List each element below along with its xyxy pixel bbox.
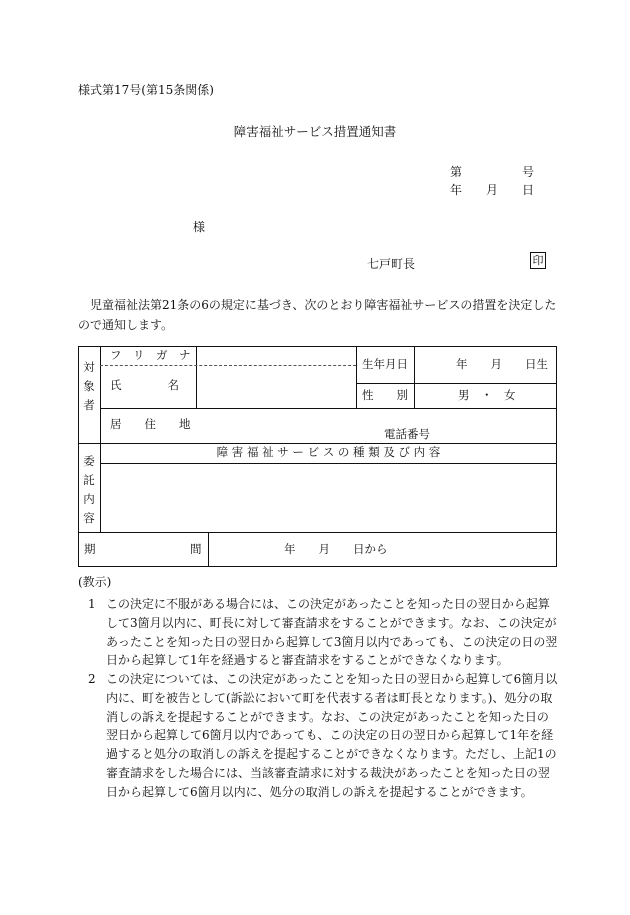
table-rule <box>78 443 557 444</box>
service-header: 障 害 福 祉 サ ー ビ ス の 種 類 及 び 内 容 <box>216 445 441 459</box>
table-rule <box>356 383 557 384</box>
birthdate-label: 生年月日 <box>362 357 408 371</box>
note-number: 1 <box>88 597 96 611</box>
birthdate-value: 年 月 日生 <box>456 357 548 371</box>
addressee-suffix: 様 <box>193 220 206 234</box>
period-label: 期 <box>84 542 96 556</box>
intro-paragraph: 児童福祉法第21条の6の規定に基づき、次のとおり障害福祉サービスの措置を決定したので通知します。 <box>78 298 557 332</box>
table-rule <box>78 532 557 533</box>
consign-label: 委託内容 <box>83 454 95 525</box>
note-number: 2 <box>88 672 96 686</box>
period-value: 年 月 日から <box>284 542 388 556</box>
sex-label: 性 別 <box>362 388 408 402</box>
note-item <box>84 595 560 670</box>
table-rule <box>100 463 557 464</box>
table-rule <box>208 532 209 567</box>
address-label: 居 住 地 <box>110 417 191 431</box>
note-text: この決定については、この決定があったことを知った日の翌日から起算して6箇月以内に、町を被告として(訴訟において町を代表する者は町長となります。)、処分の取消しの訴えを提起することができます。なお、この決定があったことを知った日の翌日から起算して6箇月以内であっても、この決定の日の翌日から起算して1年を経過すると処分の取消しの訴えを提起することができなくなります。ただし、上記1の審査請求をした場合には、当該審査請求に対する裁決があったことを知った日の翌日から起算して6箇月以内に、処分の取消しの訴えを提起することができます。 <box>106 672 558 799</box>
period-label-end: 間 <box>190 542 202 556</box>
name-label: 氏 名 <box>110 378 179 392</box>
furigana-divider <box>100 365 356 366</box>
table-rule <box>196 346 197 408</box>
phone-label: 電話番号 <box>384 427 430 441</box>
note-item <box>84 670 560 802</box>
sex-value: 男 ・ 女 <box>458 388 516 402</box>
table-rule <box>100 346 101 532</box>
doc-date-day: 日 <box>522 183 535 197</box>
notes-heading: (教示) <box>78 575 112 589</box>
doc-date-year: 年 <box>450 183 463 197</box>
table-rule <box>356 346 357 408</box>
document-title: 障害福祉サービス措置通知書 <box>233 124 397 139</box>
doc-date-month: 月 <box>486 183 499 197</box>
seal-mark: 印 <box>530 252 546 269</box>
table-rule <box>100 408 557 409</box>
form-number: 様式第17号(第15条関係) <box>78 83 214 97</box>
subject-label: 対象者 <box>83 360 95 412</box>
table-rule <box>414 346 415 408</box>
furigana-label: フ リ ガ ナ <box>110 348 191 362</box>
issuer-name: 七戸町長 <box>367 257 416 271</box>
note-text: この決定に不服がある場合には、この決定があったことを知った日の翌日から起算して3箇月以内に、町長に対して審査請求をすることができます。なお、この決定があったことを知った日の翌日から起算して3箇月以内であっても、この決定の日の翌日から起算して1年を経過すると審査請求をすることができなくなります。 <box>106 597 558 668</box>
doc-no-go: 号 <box>522 165 535 179</box>
doc-no-dai: 第 <box>450 165 463 179</box>
